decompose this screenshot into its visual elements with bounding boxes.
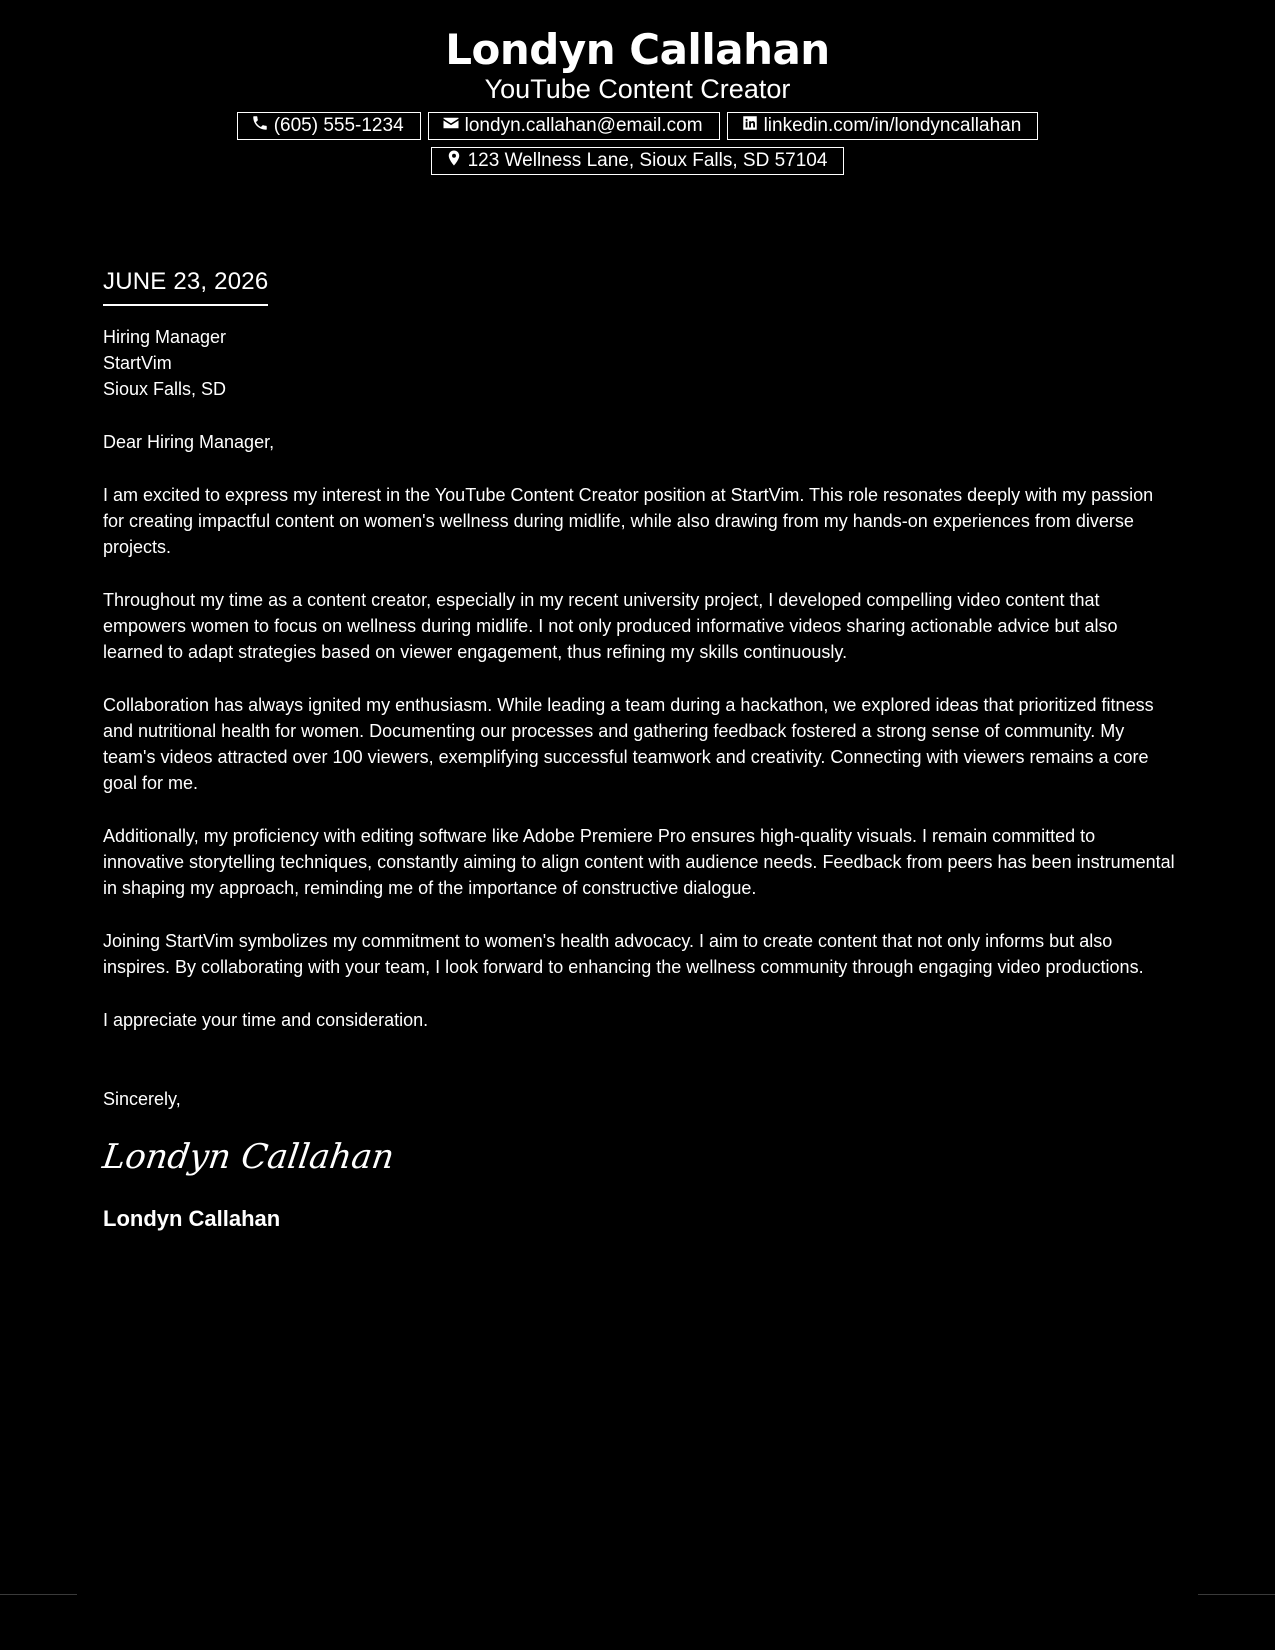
salutation: Dear Hiring Manager, xyxy=(103,432,275,452)
address-row xyxy=(0,147,1275,175)
map-pin-icon xyxy=(445,149,463,173)
linkedin-text: linkedin.com/in/londyncallahan xyxy=(763,115,1022,136)
letter-header xyxy=(0,0,1275,175)
body-paragraph: I am excited to express my interest in the YouTube Content Creator position at StartVim. This role resonates deeply with my passion for creating impactful content on women's wellness during midlife, while also drawing from my hands-on experiences from diverse projects. xyxy=(103,485,1154,557)
address-chip[interactable] xyxy=(431,147,845,175)
body-paragraph: Joining StartVim symbolizes my commitment to women's health advocacy. I aim to create content that not only informs but also inspires. By collaborating with your team, I look forward to enhancing the wellness community through engaging video productions. xyxy=(103,931,1144,977)
footer-divider-right xyxy=(1198,1594,1275,1595)
phone-text: (605) 555-1234 xyxy=(273,115,404,136)
contact-row xyxy=(0,112,1275,140)
address-text: 123 Wellness Lane, Sioux Falls, SD 57104 xyxy=(467,150,828,171)
applicant-name: Londyn Callahan xyxy=(445,25,830,74)
applicant-title: YouTube Content Creator xyxy=(484,74,791,104)
recipient-company: StartVim xyxy=(103,353,172,373)
envelope-icon xyxy=(442,114,460,138)
recipient-name: Hiring Manager xyxy=(103,327,227,347)
signature-graphic xyxy=(100,1128,397,1184)
linkedin-icon xyxy=(741,114,759,138)
body-paragraph: I appreciate your time and consideration. xyxy=(103,1010,429,1030)
closing: Sincerely, xyxy=(103,1089,181,1109)
body-paragraph: Throughout my time as a content creator, especially in my recent university project, I developed compelling video content that empowers women to focus on wellness during midlife. I not only produced informative videos sharing actionable advice but also learned to adapt strategies based on viewer engagement, thus refining my skills continuously. xyxy=(103,590,1118,662)
linkedin-chip[interactable] xyxy=(727,112,1039,140)
letter-date: JUNE 23, 2026 xyxy=(103,264,268,306)
body-paragraph: Collaboration has always ignited my enthusiasm. While leading a team during a hackathon, we explored ideas that prioritized fitness and nutritional health for women. Documenting our processes and gathering feedback fostered a strong sense of community. My team's videos attracted over 100 viewers, exemplifying successful teamwork and creativity. Connecting with viewers remains a core goal for me. xyxy=(103,695,1154,793)
email-chip[interactable] xyxy=(428,112,720,140)
letter-body xyxy=(100,264,1178,1233)
recipient-block xyxy=(103,324,1178,402)
footer-divider-left xyxy=(0,1594,77,1595)
signature-text: Londyn Callahan xyxy=(100,1137,397,1177)
signer-name: Londyn Callahan xyxy=(103,1206,281,1231)
phone-chip[interactable] xyxy=(237,112,421,140)
signature-image xyxy=(100,1128,397,1184)
phone-icon xyxy=(251,114,269,138)
body-paragraph: Additionally, my proficiency with editing software like Adobe Premiere Pro ensures high-quality visuals. I remain committed to innovative storytelling techniques, constantly aiming to align content with audience needs. Feedback from peers has been instrumental in shaping my approach, reminding me of the importance of constructive dialogue. xyxy=(103,826,1175,898)
email-text: londyn.callahan@email.com xyxy=(464,115,703,136)
recipient-location: Sioux Falls, SD xyxy=(103,379,227,399)
